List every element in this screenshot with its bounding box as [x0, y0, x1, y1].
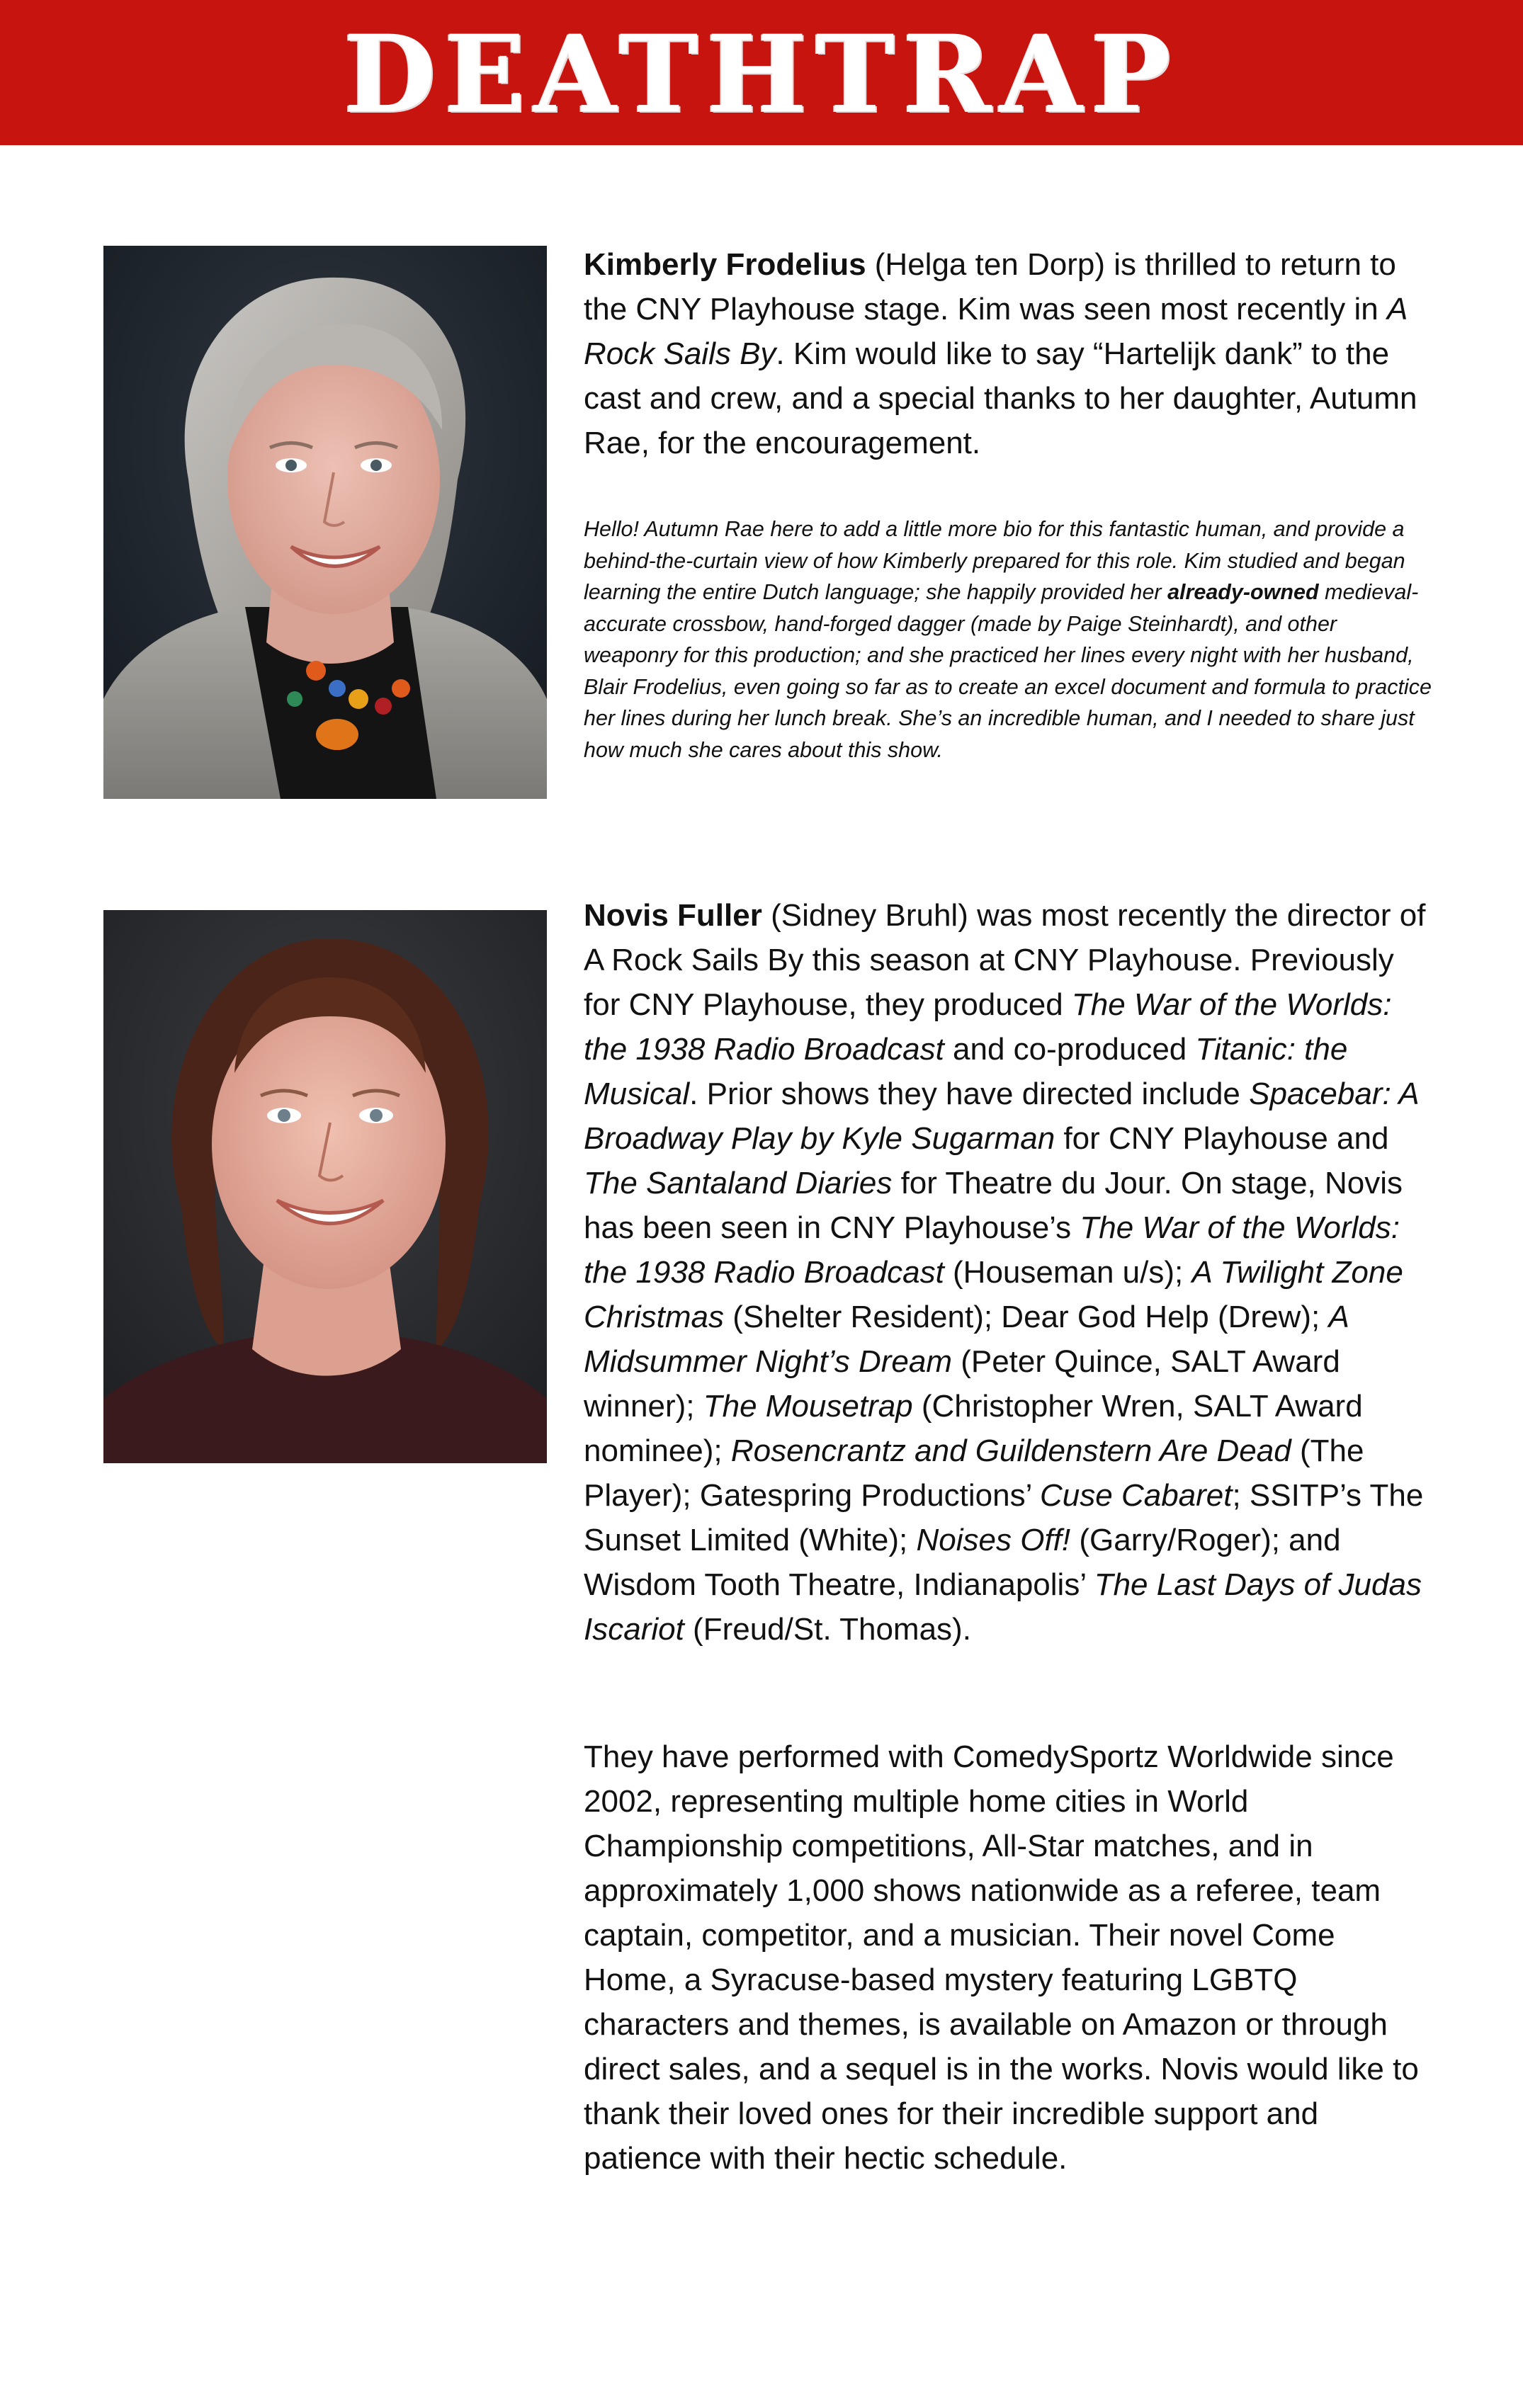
bio-text: (The Player); Gatespring Productions’: [584, 1433, 1364, 1513]
bio-text: . Kim would like to say “Hartelijk dank” to the cast and crew, and a special thanks to her daughter, Autumn Rae, for the encouragement.: [584, 336, 1417, 460]
show-title: Titanic: the Musical: [584, 1032, 1348, 1111]
title-banner: [0, 0, 1523, 145]
novis-headshot: [103, 910, 547, 1463]
show-title: The Santaland Diaries: [584, 1166, 893, 1200]
kimberly-headshot-image: [103, 246, 547, 799]
show-title: The Mousetrap: [703, 1389, 913, 1424]
bio-text: (Freud/St. Thomas).: [684, 1612, 971, 1647]
show-title: A Midsummer Night’s Dream: [584, 1300, 1349, 1379]
novis-bio-paragraph-1: [584, 893, 1434, 1652]
show-title: A Rock Sails By: [584, 292, 1407, 371]
note-text: medieval-accurate crossbow, hand-forged dagger (made by Paige Steinhardt), and other weaponry for this production; and she practiced her lines every night with her husband, Blair Frodelius, even going so far as to create an excel document and formula to practice her lines during her lunch break. She’s an incredible human, and I needed to share just how much she cares about this show.: [584, 580, 1432, 762]
show-title: Noises Off!: [916, 1523, 1071, 1557]
bio-text: (Garry/Roger); and Wisdom Tooth Theatre, Indianapolis’: [584, 1523, 1341, 1602]
kimberly-bio: [584, 242, 1434, 465]
bio-text: (Peter Quince, SALT Award winner);: [584, 1344, 1340, 1424]
autumn-rae-note: [584, 513, 1434, 766]
bio-text: for CNY Playhouse and: [1055, 1121, 1389, 1156]
kimberly-bio-paragraph: [584, 242, 1434, 465]
novis-bio: [584, 893, 1434, 1652]
note-text: Hello! Autumn Rae here to add a little more bio for this fantastic human, and provide a behind-the-curtain view of how Kimberly prepared for this role. Kim studied and began learning the entire Dutch language; she happily provided her: [584, 517, 1405, 604]
bio-text: (Sidney Bruhl) was most recently the director of A Rock Sails By this season at CNY Playhouse. Previously for CNY Playhouse, they produced: [584, 898, 1426, 1022]
kimberly-headshot: [103, 246, 547, 799]
bio-text: . Prior shows they have directed include: [689, 1077, 1250, 1111]
show-title: The Last Days of Judas Iscariot: [584, 1567, 1422, 1647]
bio-text: ; SSITP’s The Sunset Limited (White);: [584, 1478, 1424, 1557]
autumn-rae-note-paragraph: [584, 513, 1434, 766]
show-title: A Twilight Zone Christmas: [584, 1255, 1403, 1334]
novis-bio-paragraph-2: They have performed with ComedySportz Worldwide since 2002, representing multiple home cities in World Championship competitions, All-Star matches, and in approximately 1,000 shows nationwide as a referee, team captain, competitor, and a musician. Their novel Come Home, a Syracuse-based mystery featuring LGBTQ characters and themes, is available on Amazon or through direct sales, and a sequel is in the works. Novis would like to thank their loved ones for their incredible support and patience with their hectic schedule.: [584, 1739, 1419, 2176]
show-title: Rosencrantz and Guildenstern Are Dead: [730, 1433, 1291, 1468]
show-title: Cuse Cabaret: [1040, 1478, 1233, 1513]
kimberly-name: Kimberly Frodelius: [584, 247, 866, 282]
page-title: DEATHTRAP: [344, 12, 1179, 137]
note-bold-text: already-owned: [1167, 580, 1319, 604]
novis-headshot-image: [103, 910, 547, 1463]
show-title: The War of the Worlds: the 1938 Radio Broadcast: [584, 987, 1392, 1067]
bio-text: (Helga ten Dorp) is thrilled to return to the CNY Playhouse stage. Kim was seen most recently in: [584, 247, 1396, 326]
show-title: Spacebar: A Broadway Play by Kyle Sugarman: [584, 1077, 1419, 1156]
bio-text: for Theatre du Jour. On stage, Novis has been seen in CNY Playhouse’s: [584, 1166, 1403, 1245]
bio-text: (Christopher Wren, SALT Award nominee);: [584, 1389, 1363, 1468]
novis-bio-continued: [584, 1734, 1434, 2181]
novis-name: Novis Fuller: [584, 898, 762, 933]
bio-text: and co-produced: [944, 1032, 1196, 1067]
bio-text: (Shelter Resident); Dear God Help (Drew);: [724, 1300, 1329, 1334]
show-title: The War of the Worlds: the 1938 Radio Broadcast: [584, 1210, 1400, 1290]
bio-text: (Houseman u/s);: [944, 1255, 1192, 1290]
